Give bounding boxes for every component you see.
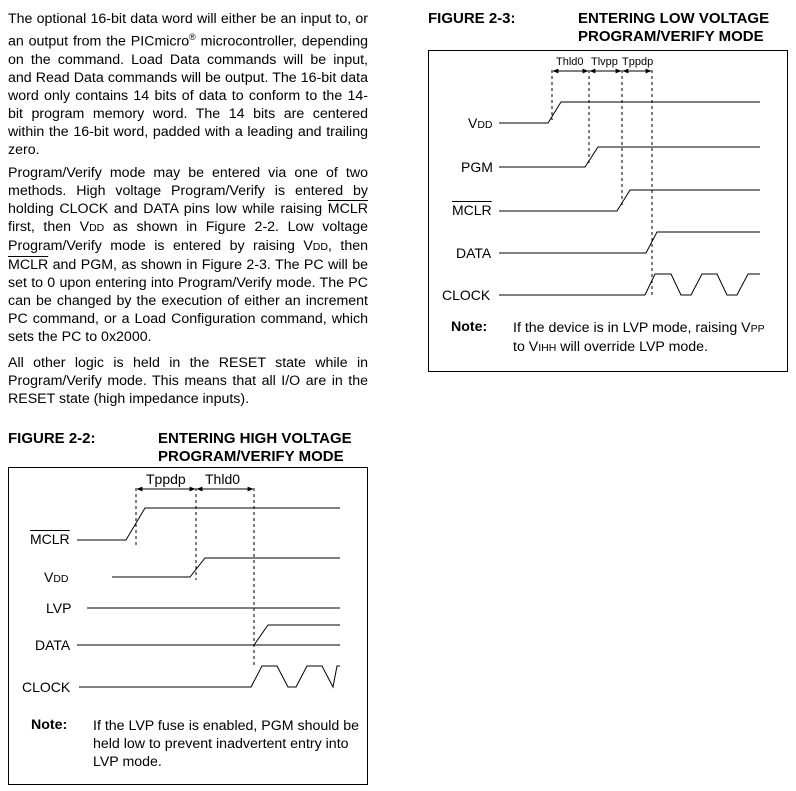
vdd-waveform-fig23 [499,102,760,123]
figure-2-3-note-label: Note: [451,319,488,335]
figure-2-3-note-text: If the device is in LVP mode, raising VPP to VIHH will override LVP mode. [513,320,765,355]
paragraph-reset-state: All other logic is held in the RESET state while in Program/Verify mode. This means that all I/O are in the RESET state (high impedance inputs). [8,355,368,407]
signal-label-clock-fig23: CLOCK [442,287,491,303]
timing-label-thld0-fig22: Thld0 [205,471,241,487]
figure-2-3-title: ENTERING LOW VOLTAGE PROGRAM/VERIFY MODE [578,10,770,45]
data-waveform-fig23 [499,232,760,253]
clock-waveform-fig23 [499,274,760,295]
signal-label-clock-fig22: CLOCK [22,679,71,695]
signal-label-mclr-fig23: MCLR [452,202,492,218]
figure-2-2-title: ENTERING HIGH VOLTAGE PROGRAM/VERIFY MODE [158,430,352,465]
timing-label-tppdp-fig23: Tppdp [622,56,654,68]
signal-label-mclr-fig22: MCLR [30,531,70,547]
paragraph-data-word: The optional 16-bit data word will either be an input to, or an output from the PICmicro® microcontroller, depending on the command. Load Data commands will be input, and Read Data commands will be output. The 16-bit data word only contains 14 bits of data to conform to the 14-bit program memory word. The 14 bits are centered within the 16-bit word, padded with a leading and trailing zero. [8,11,368,158]
timing-label-tppdp-fig22: Tppdp [146,471,186,487]
figure-2-2-number: FIGURE 2-2: [8,430,96,447]
pgm-waveform [499,147,760,167]
figure-2-2-note-text: If the LVP fuse is enabled, PGM should be held low to prevent inadvertent entry into LVP mode. [93,718,360,770]
signal-label-vdd-fig22: VDD [44,569,69,585]
signal-label-data-fig22: DATA [35,637,71,653]
signal-label-vdd-fig23: VDD [468,115,493,131]
mclr-waveform-fig23 [499,190,760,211]
paragraph-program-verify: Program/Verify mode may be entered via one of two methods. High voltage Program/Verify is entered by holding CLOCK and DATA pins low while raising MCLR first, then VDD as shown in Figure 2-2. Low voltage Program/Verify mode is entered by raising VDD, then MCLR and PGM, as shown in Figure 2-3. The PC will be set to 0 upon entering into Program/Verify mode. The PC can be changed by the execution of either an increment PC command, or a Load Configuration command, which sets the PC to 0x2000. [8,165,369,345]
timing-label-thld0-fig23: Thld0 [556,56,584,68]
figure-2-3-number: FIGURE 2-3: [428,10,516,27]
signal-label-pgm: PGM [461,159,493,175]
signal-label-data-fig23: DATA [456,245,492,261]
figure-2-2-note-label: Note: [31,717,68,733]
signal-label-lvp: LVP [46,600,72,616]
timing-label-tlvpp: Tlvpp [591,56,618,68]
